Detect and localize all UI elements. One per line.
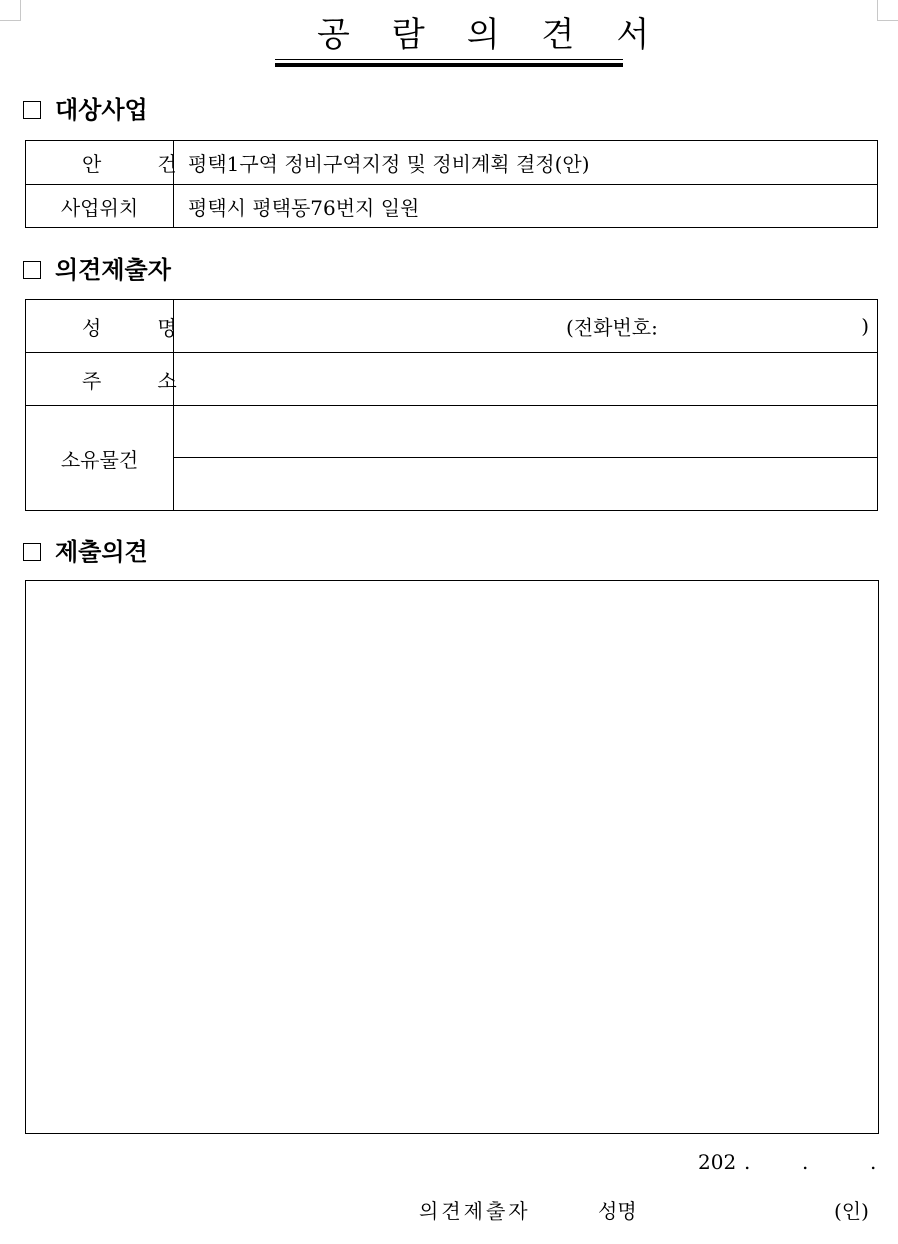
page-corner-mark-right (877, 0, 898, 21)
property-field-2[interactable] (174, 458, 878, 511)
table-row (26, 353, 878, 406)
signer-label: 의견제출자 (419, 1199, 531, 1223)
signer-name-label: 성명 (598, 1199, 637, 1223)
phone-label-close: ) (861, 314, 869, 338)
property-label: 소유물건 (26, 406, 174, 511)
section-checkbox-icon (23, 101, 41, 119)
location-label: 사업위치 (26, 185, 174, 228)
date-dot-day: . (870, 1150, 877, 1174)
address-label: 주소 (26, 353, 174, 406)
phone-field (174, 300, 877, 352)
section-heading-project (23, 95, 148, 125)
submitter-table (25, 299, 878, 511)
phone-label-open: (전화번호: (566, 315, 658, 340)
section-heading-submitter (23, 255, 171, 285)
title-underline-thin (275, 59, 623, 60)
agenda-value: 평택1구역 정비구역지정 및 정비계획 결정(안) (174, 141, 878, 185)
table-row (26, 300, 878, 353)
opinion-textarea[interactable] (25, 580, 879, 1134)
name-field[interactable] (174, 300, 878, 353)
project-table (25, 140, 878, 228)
section-heading-opinion (23, 537, 148, 567)
property-field-1[interactable] (174, 406, 878, 458)
section-heading-opinion-label: 제출의견 (55, 538, 148, 566)
table-row (26, 406, 878, 458)
agenda-label: 안건 (26, 141, 174, 185)
section-heading-project-label: 대상사업 (55, 96, 148, 124)
document-title: 공람의견서 (317, 15, 692, 55)
title-underline-thick (275, 63, 623, 67)
section-checkbox-icon (23, 543, 41, 561)
date-dot-month: . (802, 1150, 809, 1174)
section-heading-submitter-label: 의견제출자 (55, 256, 171, 284)
table-row (26, 141, 878, 185)
name-label: 성명 (26, 300, 174, 353)
date-dot-year: . (744, 1150, 751, 1174)
table-row (26, 185, 878, 228)
section-checkbox-icon (23, 261, 41, 279)
page-corner-mark-left (0, 0, 21, 21)
address-field[interactable] (174, 353, 878, 406)
seal-label: (인) (834, 1199, 869, 1223)
location-value: 평택시 평택동76번지 일원 (174, 185, 878, 228)
date-year: 202 (698, 1150, 737, 1174)
document-title-block (275, 14, 692, 62)
